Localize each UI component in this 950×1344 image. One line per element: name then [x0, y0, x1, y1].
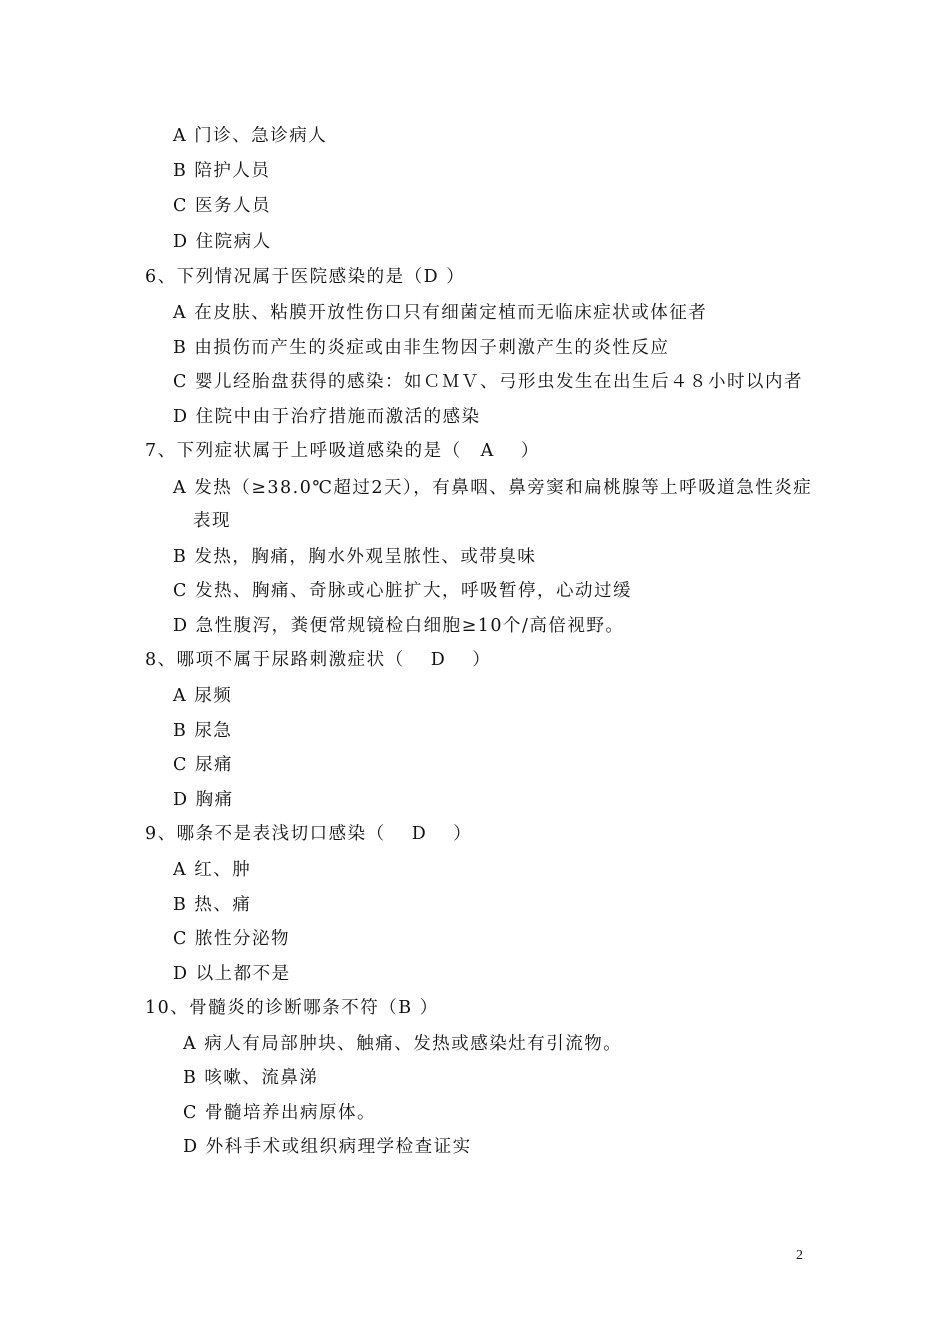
page-number: 2	[796, 1248, 803, 1263]
question-6-option-d: D 住院中由于治疗措施而激活的感染	[173, 407, 481, 427]
question-8-option-c: C 尿痛	[173, 755, 233, 775]
question-6-option-c: C 婴儿经胎盘获得的感染：如ＣＭＶ、弓形虫发生在出生后４８小时以内者	[173, 372, 803, 392]
question-9-option-c: C 脓性分泌物	[173, 929, 290, 949]
question-6-option-b: B 由损伤而产生的炎症或由非生物因子刺激产生的炎性反应	[173, 338, 670, 358]
question-8-option-d: D 胸痛	[173, 790, 234, 810]
question-8-option-a: A 尿频	[173, 686, 233, 706]
question-7-option-c: C 发热、胸痛、奇脉或心脏扩大，呼吸暂停，心动过缓	[173, 581, 632, 601]
question-9-option-a: A 红、肿	[173, 860, 252, 880]
question-10-option-b: B 咳嗽、流鼻涕	[183, 1068, 319, 1088]
question-10-stem: 10、骨髓炎的诊断哪条不符（B ）	[145, 998, 439, 1018]
question-9-stem: 9、哪条不是表浅切口感染（ D ）	[145, 824, 473, 844]
prev-option-a: A 门诊、急诊病人	[173, 126, 328, 146]
question-8-stem: 8、哪项不属于尿路刺激症状（ D ）	[145, 650, 492, 670]
question-10-option-a: A 病人有局部肿块、触痛、发热或感染灶有引流物。	[183, 1034, 623, 1054]
question-7-option-d: D 急性腹泻，粪便常规镜检白细胞≥10个/高倍视野。	[173, 616, 625, 636]
question-7-option-a-cont: 表现	[193, 511, 231, 531]
question-10-option-c: C 骨髓培养出病原体。	[183, 1103, 376, 1123]
question-7-option-a: A 发热（≥38.0℃超过2天），有鼻咽、鼻旁窦和扁桃腺等上呼吸道急性炎症	[173, 478, 813, 498]
prev-option-b: B 陪护人员	[173, 161, 271, 181]
question-6-stem: 6、下列情况属于医院感染的是（D ）	[145, 267, 466, 287]
question-7-option-b: B 发热，胸痛，胸水外观呈脓性、或带臭味	[173, 547, 537, 567]
question-9-option-d: D 以上都不是	[173, 964, 291, 984]
question-7-stem: 7、下列症状属于上呼吸道感染的是（ A ）	[145, 441, 540, 461]
prev-option-d: D 住院病人	[173, 232, 272, 252]
question-10-option-d: D 外科手术或组织病理学检查证实	[183, 1137, 472, 1157]
question-6-option-a: A 在皮肤、粘膜开放性伤口只有细菌定植而无临床症状或体征者	[173, 303, 708, 323]
question-9-option-b: B 热、痛	[173, 895, 252, 915]
question-8-option-b: B 尿急	[173, 721, 233, 741]
prev-option-c: C 医务人员	[173, 196, 271, 216]
